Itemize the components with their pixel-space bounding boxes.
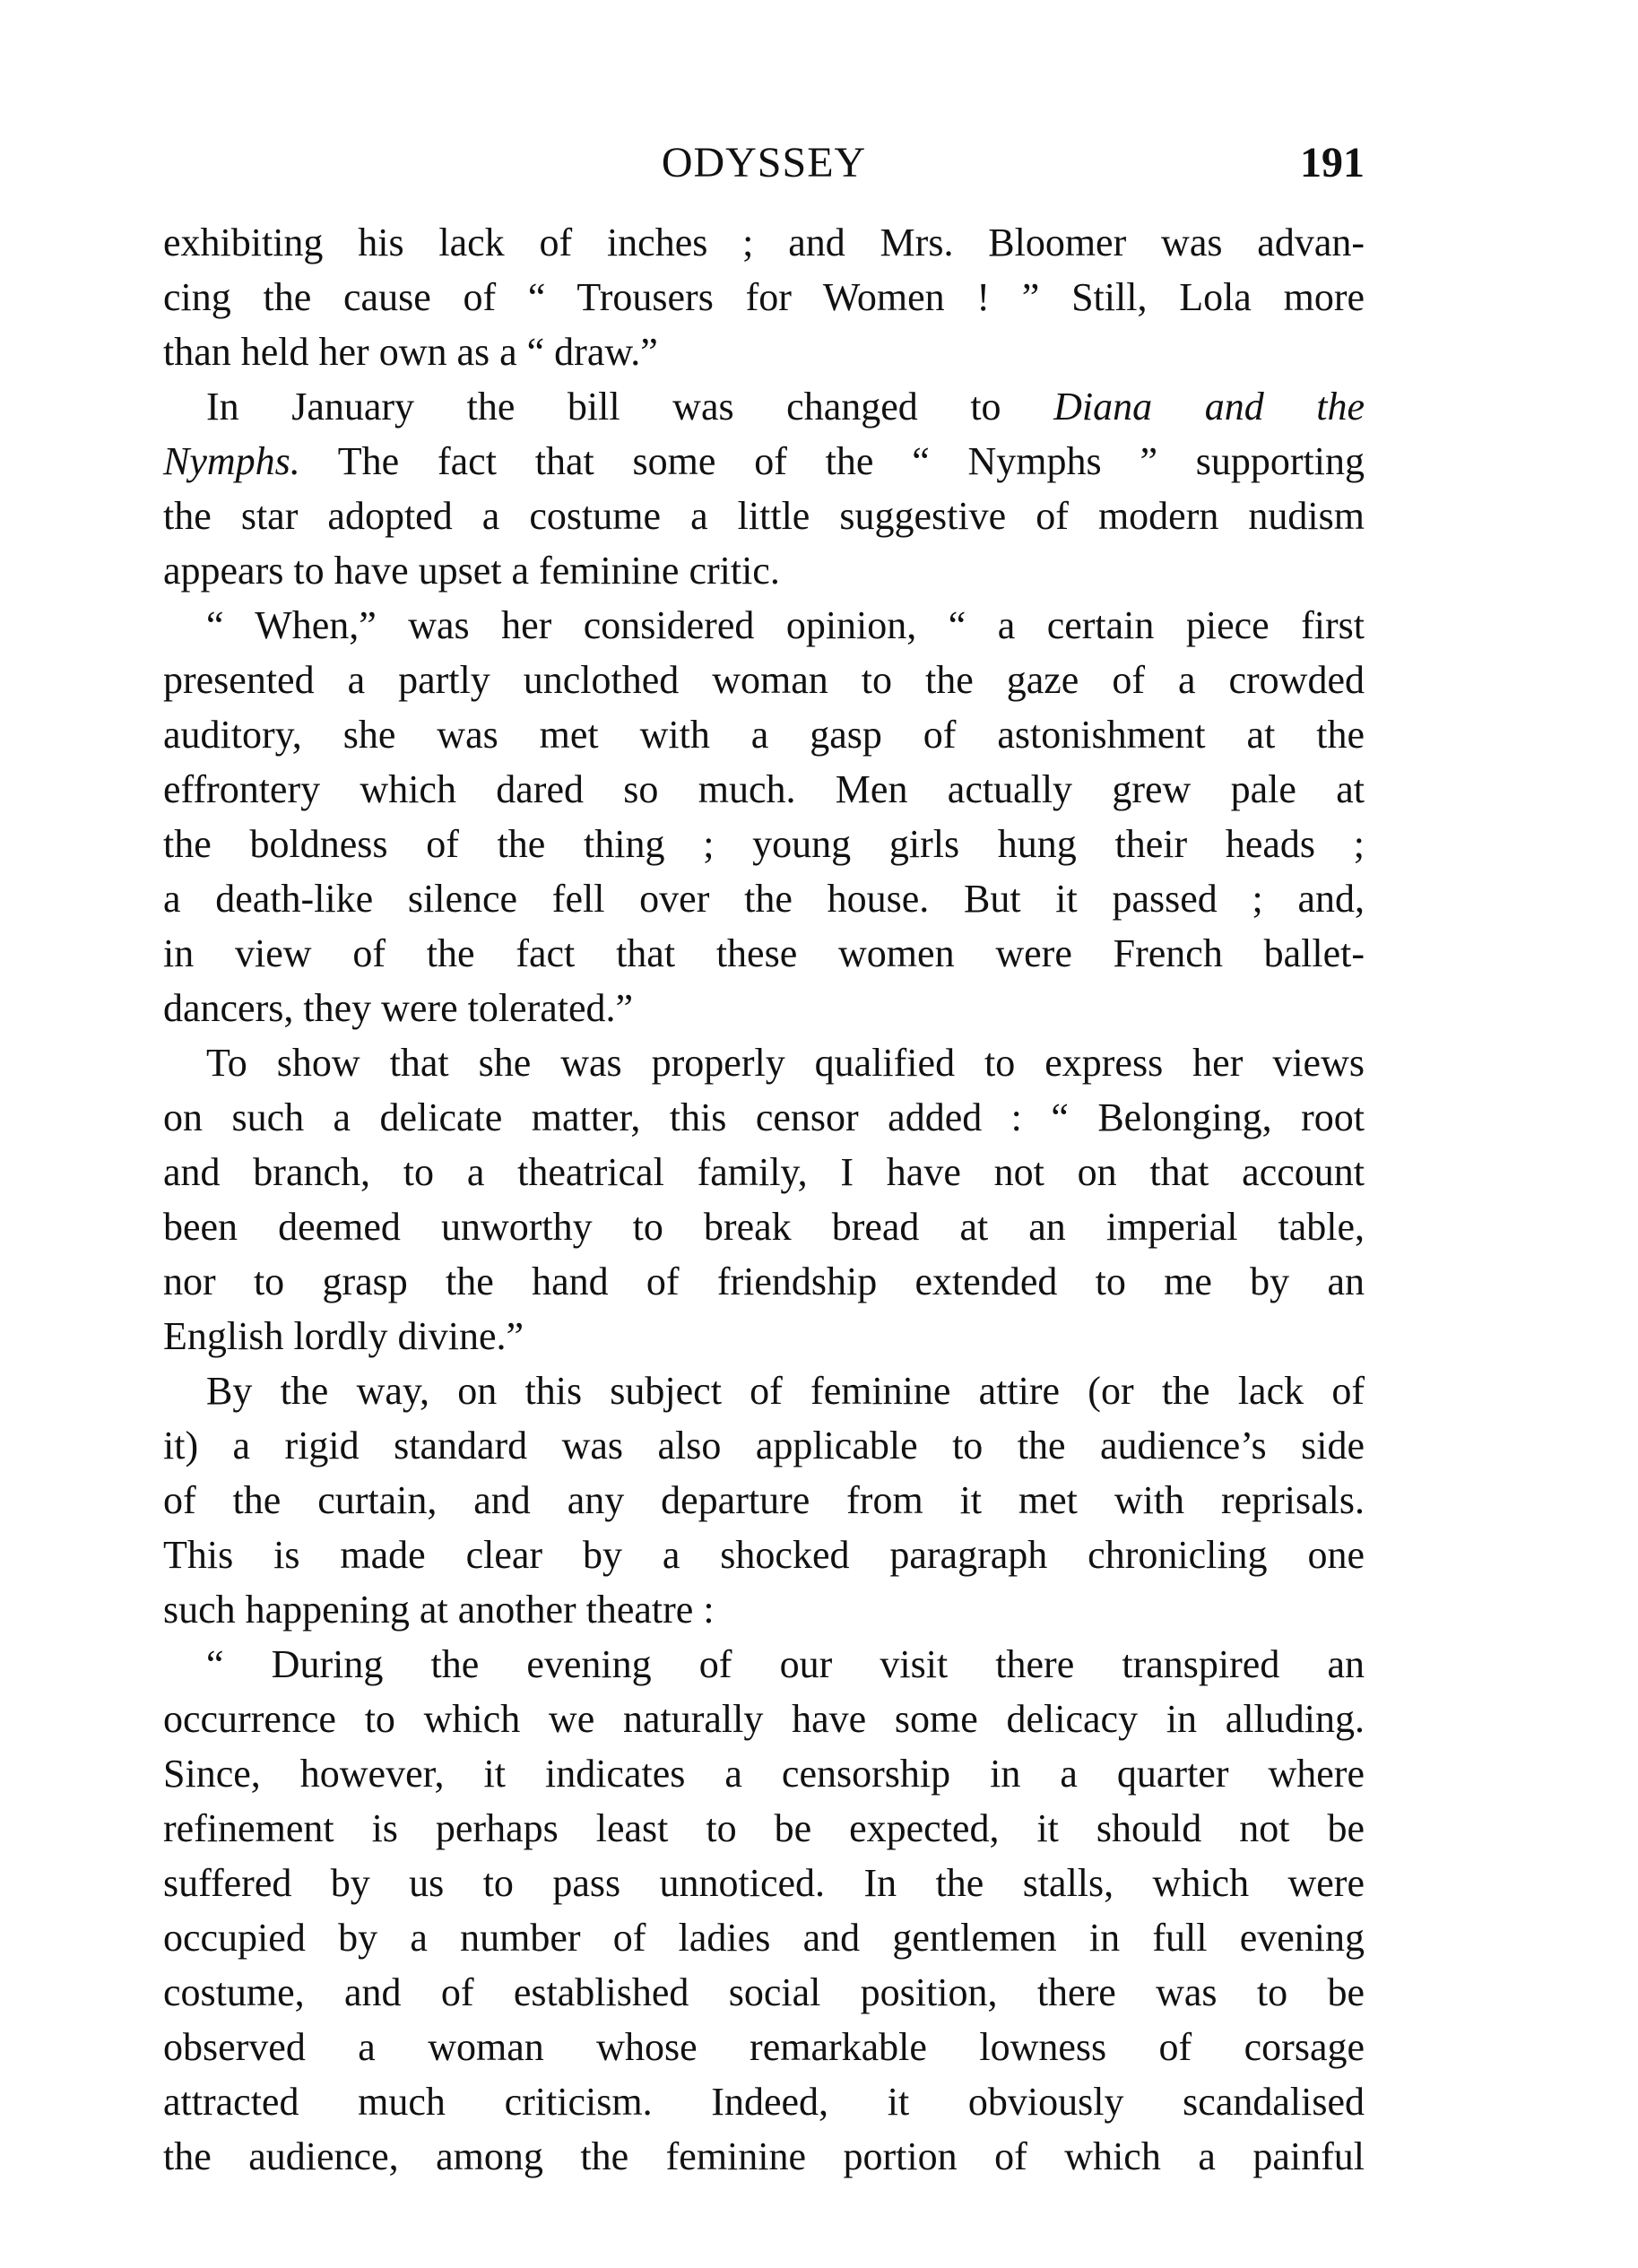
text-line: refinement is perhaps least to be expected, it should not be xyxy=(163,1806,1365,1850)
text-line: presented a partly unclothed woman to the gaze of a crowded xyxy=(163,658,1365,702)
text-fragment: The fact that some of the “ Nymphs ” supporting xyxy=(337,439,1365,483)
text-line: and branch, to a theatrical family, I have not on that account xyxy=(163,1150,1365,1194)
page-number: 191 xyxy=(1300,139,1365,186)
text-line: By the way, on this subject of feminine attire (or the lack of xyxy=(206,1369,1365,1413)
text-line: Since, however, it indicates a censorship in a quarter where xyxy=(163,1752,1365,1796)
text-line: observed a woman whose remarkable lowness of corsage xyxy=(163,2025,1365,2069)
text-line: of the curtain, and any departure from it met with reprisals. xyxy=(163,1478,1365,1522)
italic-title: Diana and the xyxy=(1053,385,1365,428)
text-line: the boldness of the thing ; young girls hung their heads ; xyxy=(163,822,1365,866)
text-line: appears to have upset a feminine critic. xyxy=(163,549,780,593)
text-line: on such a delicate matter, this censor added : “ Belonging, root xyxy=(163,1095,1365,1139)
text-line: suffered by us to pass unnoticed. In the stalls, which were xyxy=(163,1861,1365,1905)
text-line: the star adopted a costume a little suggestive of modern nudism xyxy=(163,494,1365,538)
text-line: such happening at another theatre : xyxy=(163,1588,715,1632)
text-line: a death-like silence fell over the house. But it passed ; and, xyxy=(163,877,1365,921)
text-line: been deemed unworthy to break bread at an imperial table, xyxy=(163,1205,1365,1249)
text-line: the audience, among the feminine portion of which a painful xyxy=(163,2134,1365,2178)
text-line: cing the cause of “ Trousers for Women ! ” Still, Lola more xyxy=(163,275,1365,319)
body-text xyxy=(163,215,1365,2184)
text-fragment: In January the bill was changed to xyxy=(206,385,1001,428)
text-line: costume, and of established social position, there was to be xyxy=(163,1970,1365,2014)
italic-title: Nymphs. xyxy=(163,439,300,483)
running-title: ODYSSEY xyxy=(661,139,867,186)
text-line: than held her own as a “ draw.” xyxy=(163,330,658,374)
text-line: exhibiting his lack of inches ; and Mrs. Bloomer was advan- xyxy=(163,221,1365,264)
text-line: it) a rigid standard was also applicable to the audience’s side xyxy=(163,1424,1365,1467)
text-line: occupied by a number of ladies and gentlemen in full evening xyxy=(163,1916,1365,1960)
text-line: auditory, she was met with a gasp of astonishment at the xyxy=(163,713,1365,757)
text-line: effrontery which dared so much. Men actually grew pale at xyxy=(163,767,1365,811)
text-line: “ When,” was her considered opinion, “ a certain piece first xyxy=(206,603,1365,647)
text-line: This is made clear by a shocked paragraph chronicling one xyxy=(163,1533,1365,1577)
text-line: “ During the evening of our visit there transpired an xyxy=(206,1642,1365,1686)
text-line: attracted much criticism. Indeed, it obviously scandalised xyxy=(163,2080,1365,2124)
text-line: English lordly divine.” xyxy=(163,1314,524,1358)
text-line: in view of the fact that these women were French ballet- xyxy=(163,931,1365,975)
text-line: dancers, they were tolerated.” xyxy=(163,986,634,1030)
text-line: occurrence to which we naturally have some delicacy in alluding. xyxy=(163,1697,1365,1741)
text-line xyxy=(163,434,1365,489)
text-line: nor to grasp the hand of friendship extended to me by an xyxy=(163,1260,1365,1303)
running-head xyxy=(163,136,1365,190)
text-line xyxy=(163,379,1365,434)
text-line: To show that she was properly qualified to express her views xyxy=(206,1041,1365,1085)
